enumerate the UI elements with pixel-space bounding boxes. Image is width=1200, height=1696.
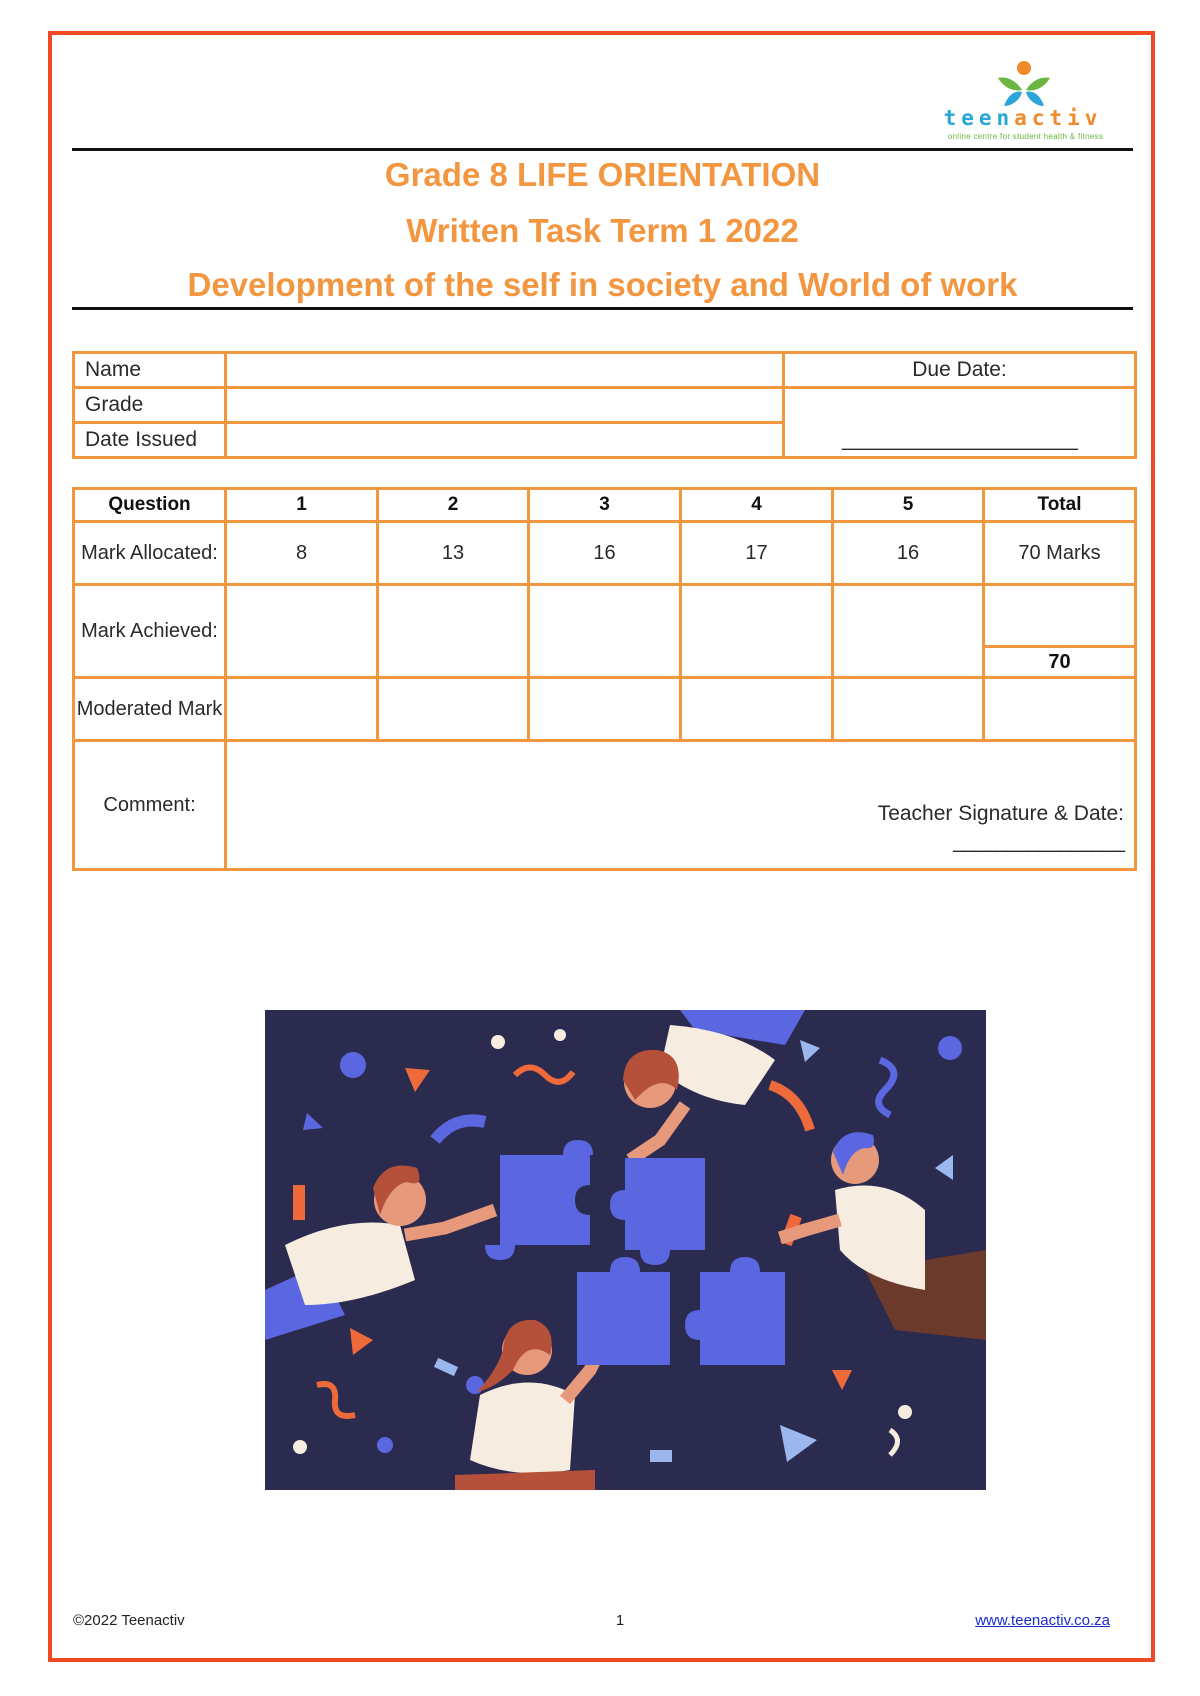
header-q2: 2 <box>378 489 529 522</box>
comment-field[interactable] <box>226 741 1136 870</box>
logo-tagline: online centre for student health & fitness <box>947 132 1104 141</box>
marks-table <box>72 487 1137 871</box>
header-q1: 1 <box>226 489 378 522</box>
achieved-total-field[interactable] <box>984 585 1136 647</box>
header-total: Total <box>984 489 1136 522</box>
teamwork-puzzle-illustration <box>265 1010 986 1490</box>
header-q4: 4 <box>681 489 833 522</box>
person-bottom-shirt <box>470 1383 575 1474</box>
logo-name <box>918 106 1128 130</box>
grade-field[interactable] <box>226 388 784 423</box>
allocated-q2: 13 <box>378 522 529 585</box>
signature-line[interactable]: ________________ <box>953 830 1124 853</box>
grade-label: Grade <box>74 388 226 423</box>
achieved-total-out-of: 70 <box>984 647 1136 678</box>
confetti-dot <box>491 1035 505 1049</box>
allocated-q3: 16 <box>529 522 681 585</box>
achieved-q4[interactable] <box>681 585 833 678</box>
allocated-q5: 16 <box>833 522 984 585</box>
confetti-circle <box>377 1437 393 1453</box>
logo-figure-icon <box>996 60 1052 108</box>
due-date-field[interactable]: ______________________ <box>784 388 1136 458</box>
header-question: Question <box>74 489 226 522</box>
moderated-q3[interactable] <box>529 678 681 741</box>
allocated-total: 70 Marks <box>984 522 1136 585</box>
name-field[interactable] <box>226 353 784 388</box>
student-info-table <box>72 351 1137 459</box>
moderated-q2[interactable] <box>378 678 529 741</box>
confetti-circle <box>340 1052 366 1078</box>
moderated-q1[interactable] <box>226 678 378 741</box>
due-date-label: Due Date: <box>784 353 1136 388</box>
achieved-q2[interactable] <box>378 585 529 678</box>
achieved-label: Mark Achieved: <box>74 585 226 678</box>
confetti-dot <box>554 1029 566 1041</box>
footer-website-link[interactable]: www.teenactiv.co.za <box>975 1612 1110 1629</box>
achieved-q5[interactable] <box>833 585 984 678</box>
moderated-label: Moderated Mark <box>74 678 226 741</box>
moderated-q5[interactable] <box>833 678 984 741</box>
allocated-q1: 8 <box>226 522 378 585</box>
puzzle-piece <box>685 1257 785 1365</box>
header-rule-bottom <box>72 307 1133 310</box>
logo-name-activ: activ <box>1014 106 1103 130</box>
achieved-q1[interactable] <box>226 585 378 678</box>
date-issued-field[interactable] <box>226 423 784 458</box>
confetti-circle <box>938 1036 962 1060</box>
confetti-dot <box>898 1405 912 1419</box>
footer-page-number: 1 <box>615 1612 625 1629</box>
comment-label: Comment: <box>74 741 226 870</box>
moderated-total[interactable] <box>984 678 1136 741</box>
signature-label: Teacher Signature & Date: <box>877 802 1124 825</box>
footer-copyright: ©2022 Teenactiv <box>73 1612 185 1629</box>
header-q5: 5 <box>833 489 984 522</box>
allocated-q4: 17 <box>681 522 833 585</box>
confetti-dot <box>293 1440 307 1454</box>
teenactiv-logo <box>918 60 1128 140</box>
title-task: Written Task Term 1 2022 <box>406 212 799 249</box>
puzzle-piece <box>577 1257 670 1365</box>
logo-name-teen: teen <box>943 106 1015 130</box>
allocated-label: Mark Allocated: <box>74 522 226 585</box>
date-issued-label: Date Issued <box>74 423 226 458</box>
header-rule-top <box>72 148 1133 151</box>
confetti-bar <box>650 1450 672 1462</box>
confetti-circle <box>466 1376 484 1394</box>
moderated-q4[interactable] <box>681 678 833 741</box>
confetti-bar <box>293 1185 305 1220</box>
name-label: Name <box>74 353 226 388</box>
achieved-q3[interactable] <box>529 585 681 678</box>
header-q3: 3 <box>529 489 681 522</box>
title-grade: Grade 8 LIFE ORIENTATION <box>384 156 821 193</box>
title-topic: Development of the self in society and World of work <box>187 266 1018 303</box>
